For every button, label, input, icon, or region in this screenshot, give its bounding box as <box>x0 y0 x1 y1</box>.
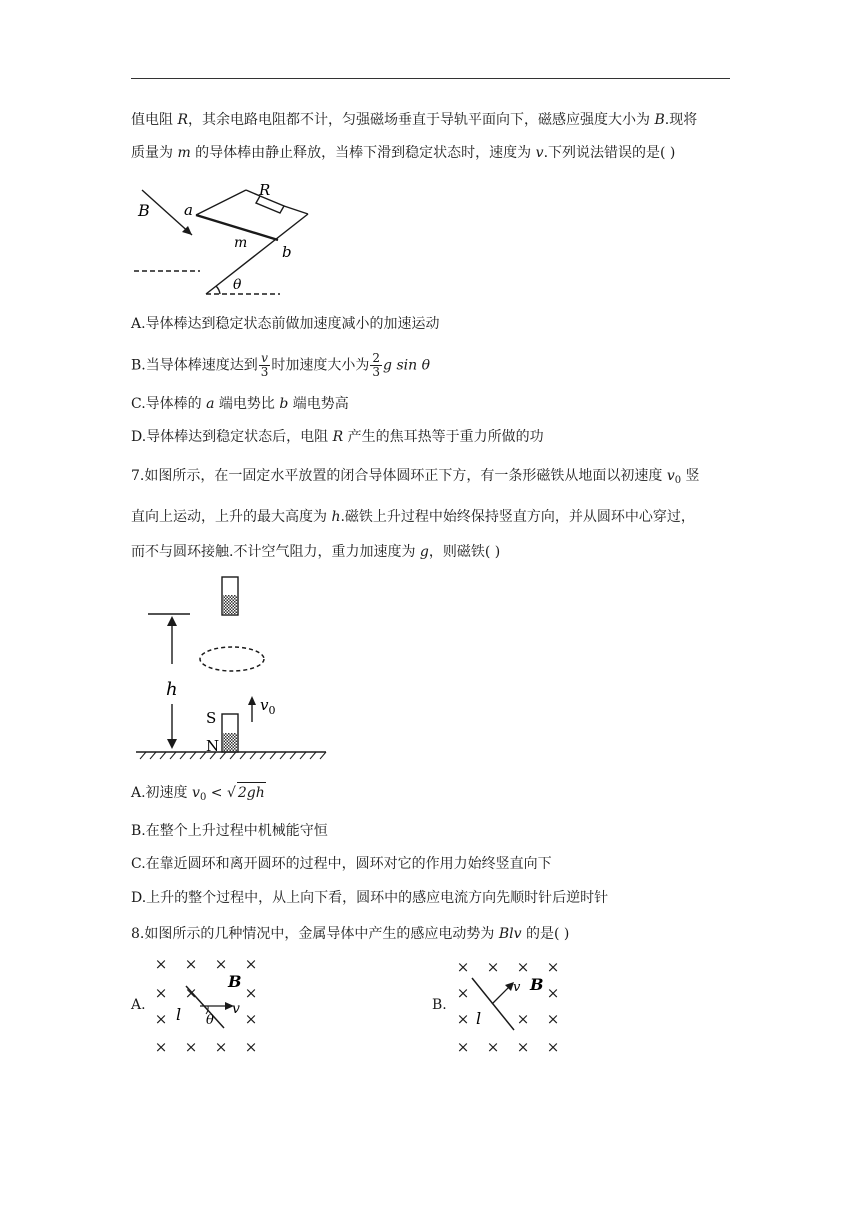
text: ，则磁铁( ) <box>428 544 501 560</box>
cross-icon: × <box>486 1038 500 1056</box>
magnet-top-hatch <box>223 595 237 614</box>
text: 端电势比 <box>214 396 280 412</box>
q8-figure-a <box>148 952 268 1058</box>
subscript: 0 <box>674 475 682 486</box>
var-m: m <box>177 145 191 161</box>
fig-label-b: b <box>282 243 292 261</box>
cross-icon: × <box>244 1010 258 1028</box>
cross-icon: × <box>516 1038 530 1056</box>
cross-icon: × <box>154 955 168 973</box>
fig-label-theta: θ <box>206 1013 214 1028</box>
var-a: a <box>206 396 215 412</box>
cross-icon: × <box>184 1038 198 1056</box>
var-Blv: Blv <box>498 926 522 942</box>
conductor-rod <box>186 986 224 1028</box>
q7-stem-line1 <box>131 466 700 491</box>
q6-incline-rail-figure <box>128 182 328 300</box>
text: .下列说法错误的是( ) <box>543 145 676 161</box>
cross-icon: × <box>244 984 258 1002</box>
text: 值电阻 <box>131 112 178 128</box>
cross-icon: × <box>154 1010 168 1028</box>
text: 7.如图所示，在一固定水平放置的闭合导体圆环正下方，有一条形磁铁从地面以初速度 <box>131 468 667 484</box>
cross-icon: × <box>516 1010 530 1028</box>
fig-label-l: l <box>476 1009 482 1028</box>
text: A.初速度 <box>131 785 193 801</box>
text: D.导体棒达到稳定状态后，电阻 <box>131 429 333 445</box>
q6-stem-line1 <box>131 110 697 130</box>
cross-icon: × <box>154 984 168 1002</box>
q8-stem <box>131 924 569 944</box>
text: 而不与圆环接触.不计空气阻力，重力加速度为 <box>131 544 420 560</box>
ring <box>200 647 264 671</box>
q7-option-d: D.上升的整个过程中，从上向下看，圆环中的感应电流方向先顺时针后逆时针 <box>131 890 609 906</box>
cross-icon: × <box>486 958 500 976</box>
var-v: v <box>192 785 200 801</box>
less-than: < <box>206 785 227 801</box>
cross-icon: × <box>214 1038 228 1056</box>
cross-icon: × <box>154 1038 168 1056</box>
text: C.导体棒的 <box>131 396 207 412</box>
text: .现将 <box>664 112 698 128</box>
var-h: h <box>331 509 341 525</box>
q7-option-b: B.在整个上升过程中机械能守恒 <box>131 823 328 839</box>
q7-option-a <box>131 782 266 808</box>
var-B: B <box>654 112 665 128</box>
radicand: 2gh <box>237 782 266 803</box>
q7-magnet-ring-figure <box>132 574 332 760</box>
sqrt-sign: √ <box>226 785 236 801</box>
text: 产生的焦耳热等于重力所做的功 <box>343 429 544 445</box>
q6-option-d <box>131 427 544 447</box>
var-R: R <box>177 112 188 128</box>
cross-icon: × <box>546 1010 560 1028</box>
fig-label-v: v <box>232 1001 240 1017</box>
fig-label-N: N <box>206 737 220 755</box>
text: 竖 <box>681 468 700 484</box>
text: 时加速度大小为 <box>271 357 370 374</box>
text: 的导体棒由静止释放，当棒下滑到稳定状态时，速度为 <box>190 145 536 161</box>
q8-figure-b <box>452 954 572 1060</box>
arrow-down-icon <box>167 739 177 749</box>
text: 的是( ) <box>521 926 570 942</box>
cross-icon: × <box>244 1038 258 1056</box>
frac-den: 3 <box>372 365 381 379</box>
fraction-2-over-3 <box>370 352 382 379</box>
cross-icon: × <box>184 984 198 1002</box>
subscript: 0 <box>199 792 207 803</box>
text: 8.如图所示的几种情况中，金属导体中产生的感应电动势为 <box>131 926 499 942</box>
text: .磁铁上升过程中始终保持竖直方向，并从圆环中心穿过， <box>340 509 695 525</box>
cross-icon: × <box>184 955 198 973</box>
g-sin-theta: g sin θ <box>383 357 431 374</box>
header-rule <box>131 78 730 79</box>
text: 直向上运动，上升的最大高度为 <box>131 509 332 525</box>
arrow-up-icon <box>167 616 177 626</box>
q6-option-a: A.导体棒达到稳定状态前做加速度减小的加速运动 <box>131 316 440 332</box>
var-R: R <box>332 429 344 445</box>
q8-option-a-label: A. <box>131 997 146 1013</box>
cross-icon: × <box>244 955 258 973</box>
cross-icon: × <box>456 1038 470 1056</box>
var-g: g <box>419 544 429 560</box>
q7-stem-line3 <box>131 542 500 562</box>
q6-option-c <box>131 394 349 414</box>
q8-option-b-label: B. <box>432 997 447 1013</box>
text: 质量为 <box>131 145 178 161</box>
cross-icon: × <box>546 984 560 1002</box>
fig-label-B: B <box>138 201 150 220</box>
fig-label-h: h <box>166 679 178 700</box>
cross-icon: × <box>546 958 560 976</box>
magnet-bottom-hatch <box>223 733 237 751</box>
text: 端电势高 <box>288 396 349 412</box>
text: ，其余电路电阻都不计，匀强磁场垂直于导轨平面向下，磁感应强度大小为 <box>188 112 655 128</box>
var-v: v <box>535 145 544 161</box>
cross-icon: × <box>456 1010 470 1028</box>
fig-label-theta: θ <box>233 277 242 293</box>
text: B.当导体棒速度达到 <box>131 357 258 374</box>
frac-num: v <box>259 352 271 366</box>
cross-icon: × <box>214 955 228 973</box>
var-b: b <box>279 396 289 412</box>
cross-icon: × <box>456 984 470 1002</box>
velocity-arrow-icon <box>248 696 256 705</box>
fig-label-v0: $v_0$ <box>260 696 276 717</box>
fig-label-l: l <box>176 1005 182 1024</box>
var-v: v <box>666 468 675 484</box>
fig-label-S: S <box>206 709 217 727</box>
q7-stem-line2 <box>131 507 695 527</box>
fraction-v-over-3 <box>259 352 271 379</box>
fig-label-B: B <box>530 975 544 994</box>
frac-num: 2 <box>372 351 381 365</box>
fig-label-a: a <box>184 201 193 219</box>
q6-stem-line2 <box>131 143 675 163</box>
fig-label-R: R <box>259 182 271 199</box>
q6-option-b <box>131 352 430 379</box>
fig-label-m: m <box>234 235 248 251</box>
frac-den: 3 <box>260 365 269 379</box>
fig-label-B: B <box>228 972 242 991</box>
cross-icon: × <box>516 958 530 976</box>
q7-option-c: C.在靠近圆环和离开圆环的过程中，圆环对它的作用力始终竖直向下 <box>131 856 552 872</box>
cross-icon: × <box>546 1038 560 1056</box>
cross-icon: × <box>456 958 470 976</box>
fig-label-v: v <box>513 980 521 995</box>
